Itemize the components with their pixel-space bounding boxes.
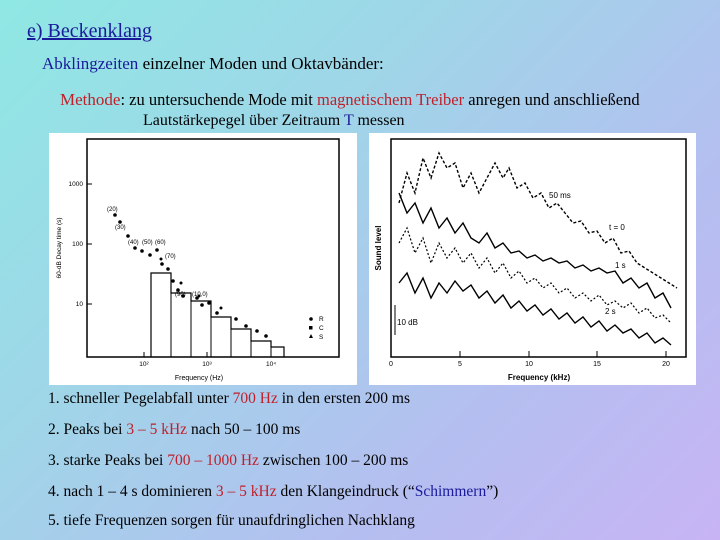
finding-4-middle: den Klangeindruck (“: [276, 483, 415, 500]
legend-markers: [309, 317, 313, 338]
mode-labels: [107, 207, 208, 298]
marker-legend: [319, 316, 324, 341]
legend-s: S: [319, 334, 324, 341]
method-driver: magnetischem Treiber: [317, 90, 465, 109]
finding-3-prefix: 3. starke Peaks bei: [48, 452, 168, 469]
spectra-plot: [369, 133, 696, 385]
curve-50ms: [399, 153, 677, 288]
right-xlabel: Frequency (kHz): [507, 373, 571, 382]
spectra-frame: [391, 139, 686, 357]
finding-3-highlight: 700 – 1000 Hz: [167, 452, 259, 469]
mode-70: (70): [165, 254, 176, 260]
xtick-5: 5: [458, 361, 462, 368]
plot-frame: [87, 139, 339, 357]
label-2s: 2 s: [605, 307, 616, 316]
decay-time-figure: [49, 133, 357, 385]
ytick-10: 10: [75, 301, 83, 308]
method-line-2: [143, 112, 405, 130]
finding-1-highlight: 700 Hz: [232, 390, 278, 407]
slide-title: e) Beckenklang: [27, 20, 152, 42]
spectra-figure: [369, 133, 696, 385]
mode-60: (60): [155, 240, 166, 246]
xtick-15: 15: [593, 361, 601, 368]
ytick-1000: 1000: [68, 181, 83, 188]
finding-4-highlight2: Schimmern: [414, 483, 487, 500]
mode-10-0: (10,0): [192, 292, 208, 298]
method-line2-b: messen: [353, 112, 405, 129]
bar-dividers: [171, 293, 271, 357]
curve-1s: [399, 228, 671, 323]
left-ylabel: 60-dB Decay time (s): [56, 217, 63, 279]
x-tick-labels: [139, 361, 276, 368]
legend-r: R: [319, 316, 324, 323]
left-xlabel: Frequency (Hz): [174, 375, 224, 382]
mode-20: (20): [107, 207, 118, 213]
xtick-10: 10: [525, 361, 533, 368]
xtick-100: 10²: [139, 361, 149, 368]
finding-5-text: 5. tiefe Frequenzen sorgen für unaufdringlichen Nachklang: [48, 512, 415, 529]
method-line2-a: Lautstärkepegel über Zeitraum: [143, 112, 344, 129]
curve-t0: [399, 193, 671, 308]
method-line-1: [60, 90, 640, 110]
method-symbol-t: T: [343, 112, 354, 129]
spectra-x-tick-labels: [389, 361, 670, 368]
mode-50: (50): [142, 240, 153, 246]
finding-2-prefix: 2. Peaks bei: [48, 421, 127, 438]
subtitle-keyword: Abklingzeiten: [42, 54, 139, 73]
x-ticks: [391, 351, 666, 357]
subtitle: [42, 54, 384, 74]
finding-1-prefix: 1. schneller Pegelabfall unter: [48, 390, 233, 407]
finding-5: [48, 512, 415, 530]
curve-2s: [399, 273, 671, 345]
right-ylabel: Sound level: [374, 225, 383, 271]
finding-1: [48, 390, 410, 408]
mode-40: (40): [128, 240, 139, 246]
mode-30: (30): [115, 225, 126, 231]
curve-labels: [549, 191, 626, 316]
xtick-0: 0: [389, 361, 393, 368]
y-tick-labels: [69, 181, 84, 308]
label-50ms: 50 ms: [549, 191, 571, 200]
finding-4-highlight: 3 – 5 kHz: [215, 483, 277, 500]
finding-1-suffix: in den ersten 200 ms: [277, 390, 411, 407]
mode-90: (90): [175, 292, 186, 298]
decay-time-plot: [49, 133, 357, 385]
finding-3-suffix: zwischen 100 – 200 ms: [258, 452, 409, 469]
xtick-10000: 10⁴: [265, 361, 277, 368]
subtitle-rest: einzelner Moden und Oktavbänder:: [138, 54, 384, 73]
finding-4: [48, 483, 498, 501]
method-text-b: anregen und anschließend: [464, 90, 640, 109]
label-1s: 1 s: [615, 261, 626, 270]
finding-2: [48, 421, 300, 439]
finding-2-highlight: 3 – 5 kHz: [126, 421, 188, 438]
finding-4-suffix: ”): [486, 483, 499, 500]
method-text-a: : zu untersuchende Mode mit: [120, 90, 318, 109]
finding-3: [48, 452, 408, 470]
method-label: Methode: [60, 90, 121, 109]
xtick-20: 20: [662, 361, 670, 368]
legend-c: C: [319, 325, 324, 332]
finding-2-suffix: nach 50 – 100 ms: [187, 421, 301, 438]
db-scale-label: 10 dB: [397, 318, 418, 327]
ytick-100: 100: [72, 241, 83, 248]
label-t0: t = 0: [609, 223, 625, 232]
xtick-1000: 10³: [202, 361, 212, 368]
finding-4-prefix: 4. nach 1 – 4 s dominieren: [48, 483, 216, 500]
